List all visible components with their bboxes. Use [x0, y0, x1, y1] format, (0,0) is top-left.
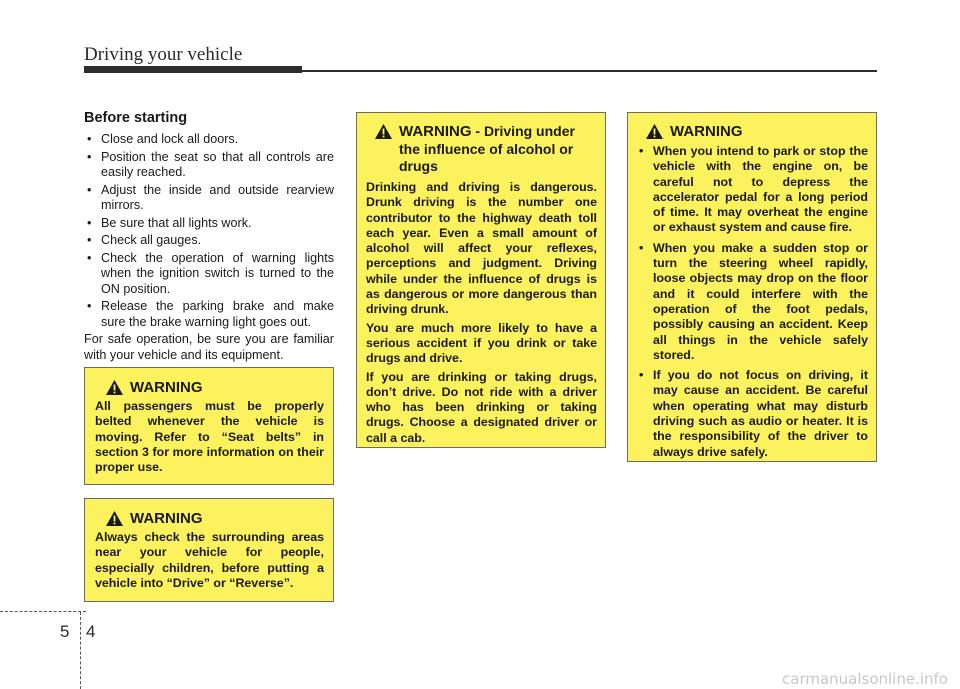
- warning-header: [105, 510, 324, 528]
- warning-box-passengers: [84, 367, 334, 485]
- list-item: • Close and lock all doors.: [84, 132, 334, 148]
- warning-header: [374, 123, 597, 175]
- before-starting-section: [84, 110, 334, 363]
- before-starting-list: [84, 132, 334, 330]
- warning-label: WARNING: [130, 379, 203, 396]
- warning-title: [399, 123, 597, 175]
- footer-rule-horizontal: [0, 611, 86, 612]
- header-rule-thin: [302, 70, 877, 72]
- list-item: • When you make a sudden stop or turn the steering wheel rapidly, loose objects may drop on the floor and it could interfere with the operation of the foot pedals, possibly causing an accident. Keep all things in the vehicle safely stored.: [637, 241, 868, 363]
- before-starting-title: Before starting: [84, 110, 188, 126]
- warning-label: WARNING: [130, 510, 203, 527]
- warning-label: WARNING: [670, 123, 743, 140]
- list-item: • If you do not focus on driving, it may cause an accident. Be careful when operating what may disturb driving such as audio or heater. It is the responsibility of the driver to always drive safely.: [637, 368, 868, 460]
- warning-text: All passengers must be properly belted whenever the vehicle is moving. Refer to “Seat belts” in section 3 for more information on their proper use.: [95, 399, 324, 475]
- warning-paragraph: If you are drinking or taking drugs, don’t drive. Do not ride with a driver who has been drinking or taking drugs. Choose a designated driver or call a cab.: [366, 369, 597, 445]
- header-rule-thick: [84, 66, 302, 73]
- warning-paragraph: Drinking and driving is dangerous. Drunk driving is the number one contributor to the highway death toll each year. Even a small amount of alcohol will affect your reflexes, perceptions and judgment. Driving while under the influence of drugs is as dangerous or more dangerous than driving drunk.: [366, 180, 597, 317]
- warning-paragraph: You are much more likely to have a serious accident if you drink or take drugs and drive.: [366, 320, 597, 366]
- list-item: • Check all gauges.: [84, 233, 334, 249]
- warning-list: [637, 144, 868, 460]
- warning-subtitle: - Driving under the influence of alcohol or drugs: [399, 123, 575, 174]
- warning-box-surrounding: [84, 498, 334, 602]
- watermark: carmanualsonline.info: [782, 670, 948, 688]
- warning-triangle-icon: [374, 123, 393, 140]
- warning-header: [105, 379, 324, 397]
- warning-text: Always check the surrounding areas near your vehicle for people, especially children, before putting a vehicle into “Drive” or “Reverse”.: [95, 530, 324, 590]
- list-item: • Check the operation of warning lights when the ignition switch is turned to the ON position.: [84, 251, 334, 298]
- warning-box-park-stop: [627, 112, 877, 462]
- warning-header: [645, 123, 868, 141]
- safe-operation-note: For safe operation, be sure you are familiar with your vehicle and its equipment.: [84, 332, 334, 362]
- list-item: • When you intend to park or stop the vehicle with the engine on, be careful not to depress the accelerator pedal for a long period of time. It may overheat the engine or exhaust system and cause fire.: [637, 144, 868, 236]
- list-item: • Release the parking brake and make sure the brake warning light goes out.: [84, 299, 334, 330]
- page-number: 4: [86, 622, 96, 641]
- page-header-title: Driving your vehicle: [84, 44, 243, 65]
- list-item: • Be sure that all lights work.: [84, 216, 334, 232]
- warning-label: WARNING: [399, 123, 472, 140]
- chapter-number: 5: [60, 622, 70, 641]
- footer-rule-vertical: [80, 612, 81, 689]
- warning-box-alcohol-drugs: [356, 112, 606, 448]
- list-item: • Position the seat so that all controls are easily reached.: [84, 150, 334, 181]
- warning-triangle-icon: [105, 379, 124, 396]
- list-item: • Adjust the inside and outside rearview mirrors.: [84, 183, 334, 214]
- warning-triangle-icon: [105, 510, 124, 527]
- warning-triangle-icon: [645, 123, 664, 140]
